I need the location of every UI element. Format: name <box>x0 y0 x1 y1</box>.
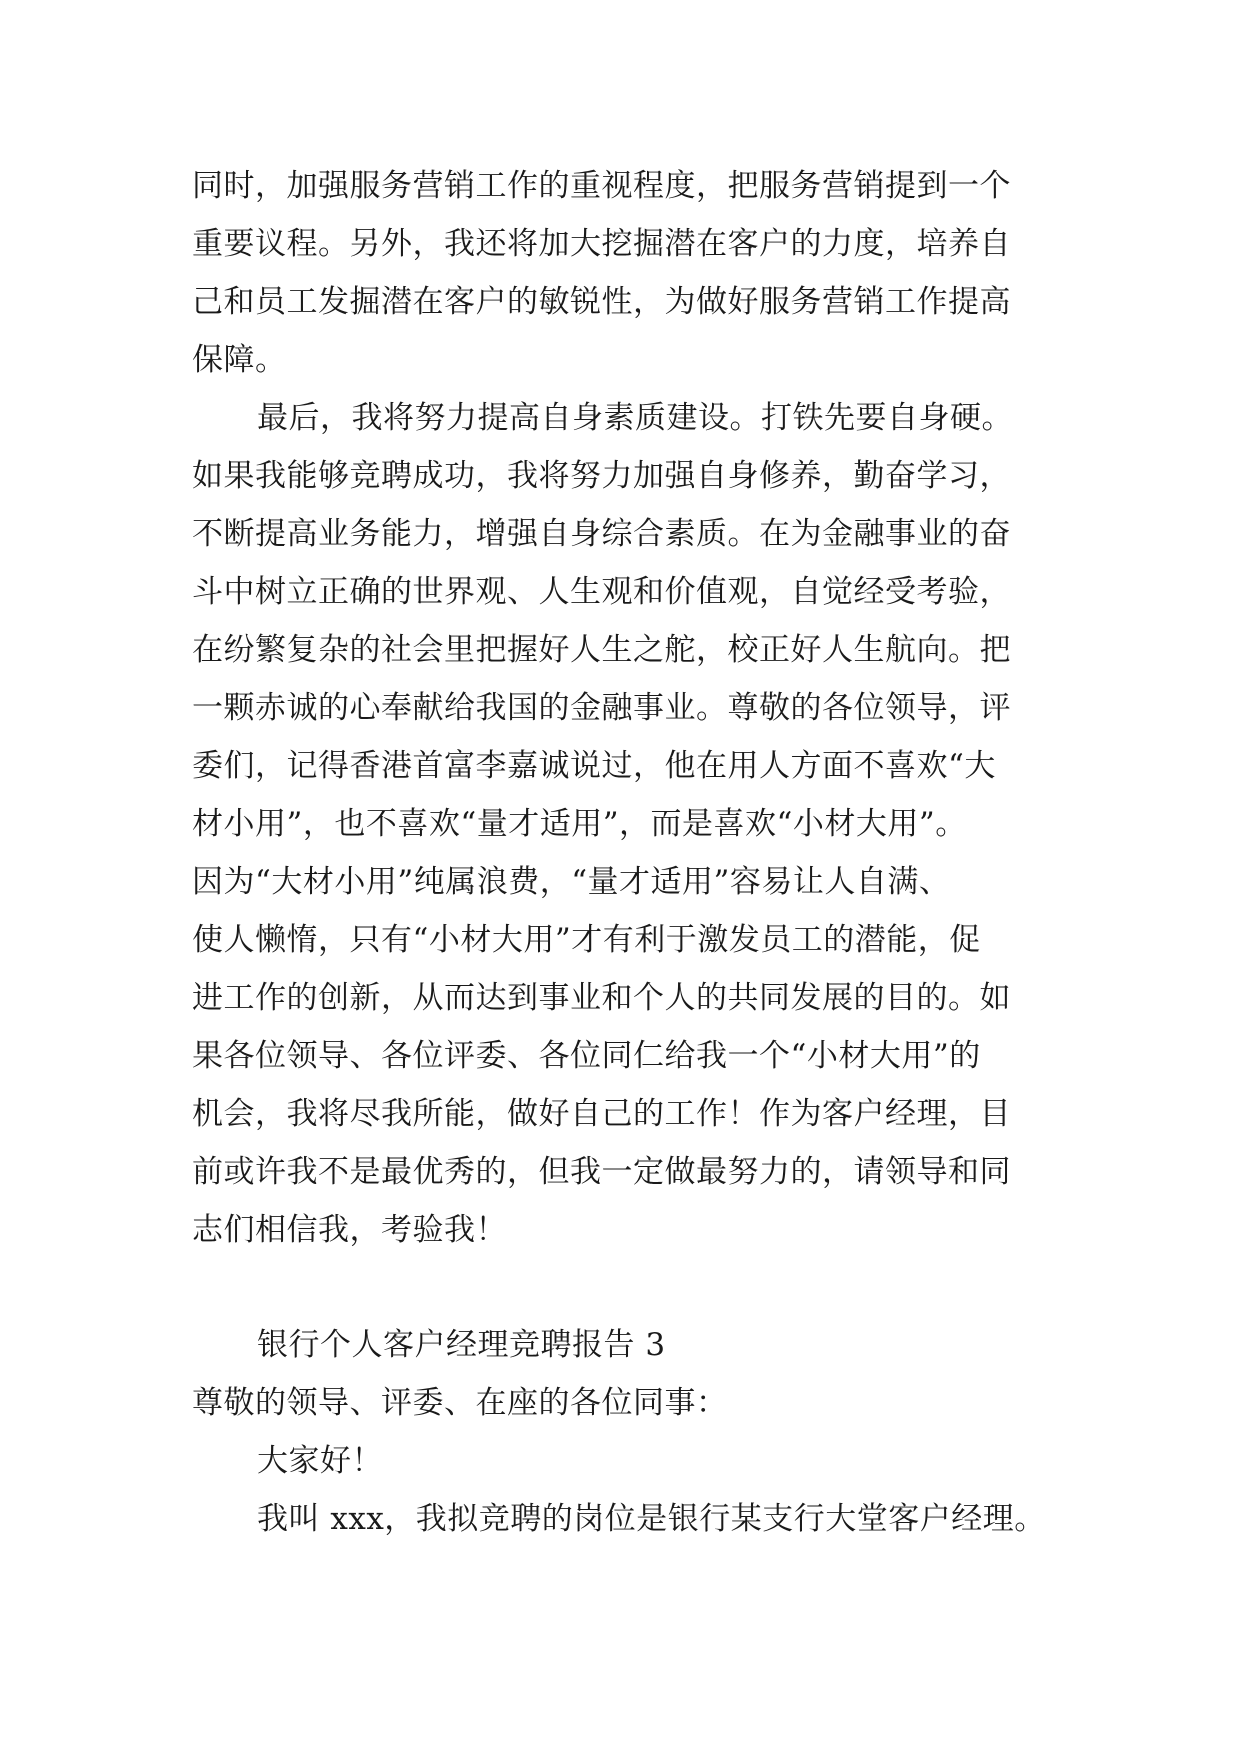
text-line: 委们，记得香港首富李嘉诚说过，他在用人方面不喜欢“大 <box>192 748 996 784</box>
text-line: 志们相信我，考验我！ <box>192 1212 507 1248</box>
text-line: 不断提高业务能力，增强自身综合素质。在为金融事业的奋 <box>192 516 1011 552</box>
text-line: 因为“大材小用”纯属浪费，“量才适用”容易让人自满、 <box>192 864 951 900</box>
text-line: 果各位领导、各位评委、各位同仁给我一个“小材大用”的 <box>192 1038 981 1074</box>
text-line: 最后，我将努力提高自身素质建设。打铁先要自身硬。 <box>257 400 1013 436</box>
text-line: 重要议程。另外，我还将加大挖掘潜在客户的力度，培养自 <box>192 226 1011 262</box>
text-line: 材小用”，也不喜欢“量才适用”，而是喜欢“小材大用”。 <box>192 806 967 842</box>
text-line: 机会，我将尽我所能，做好自己的工作！作为客户经理，目 <box>192 1096 1011 1132</box>
text-line: 如果我能够竞聘成功，我将努力加强自身修养，勤奋学习， <box>192 458 1011 494</box>
text-line: 一颗赤诚的心奉献给我国的金融事业。尊敬的各位领导，评 <box>192 690 1011 726</box>
text-line: 我叫 xxx，我拟竞聘的岗位是银行某支行大堂客户经理。 <box>257 1501 1046 1537</box>
text-line: 在纷繁复杂的社会里把握好人生之舵，校正好人生航向。把 <box>192 632 1011 668</box>
text-line: 同时，加强服务营销工作的重视程度，把服务营销提到一个 <box>192 168 1011 204</box>
text-line: 进工作的创新，从而达到事业和个人的共同发展的目的。如 <box>192 980 1011 1016</box>
text-line: 保障。 <box>192 342 287 378</box>
text-line: 己和员工发掘潜在客户的敏锐性，为做好服务营销工作提高 <box>192 284 1011 320</box>
section-heading: 银行个人客户经理竞聘报告 3 <box>257 1327 666 1363</box>
salutation: 尊敬的领导、评委、在座的各位同事： <box>192 1385 728 1421</box>
text-line: 斗中树立正确的世界观、人生观和价值观，自觉经受考验， <box>192 574 1011 610</box>
text-line: 使人懒惰，只有“小材大用”才有利于激发员工的潜能，促 <box>192 922 981 958</box>
greeting: 大家好！ <box>257 1443 383 1479</box>
text-line: 前或许我不是最优秀的，但我一定做最努力的，请领导和同 <box>192 1154 1011 1190</box>
